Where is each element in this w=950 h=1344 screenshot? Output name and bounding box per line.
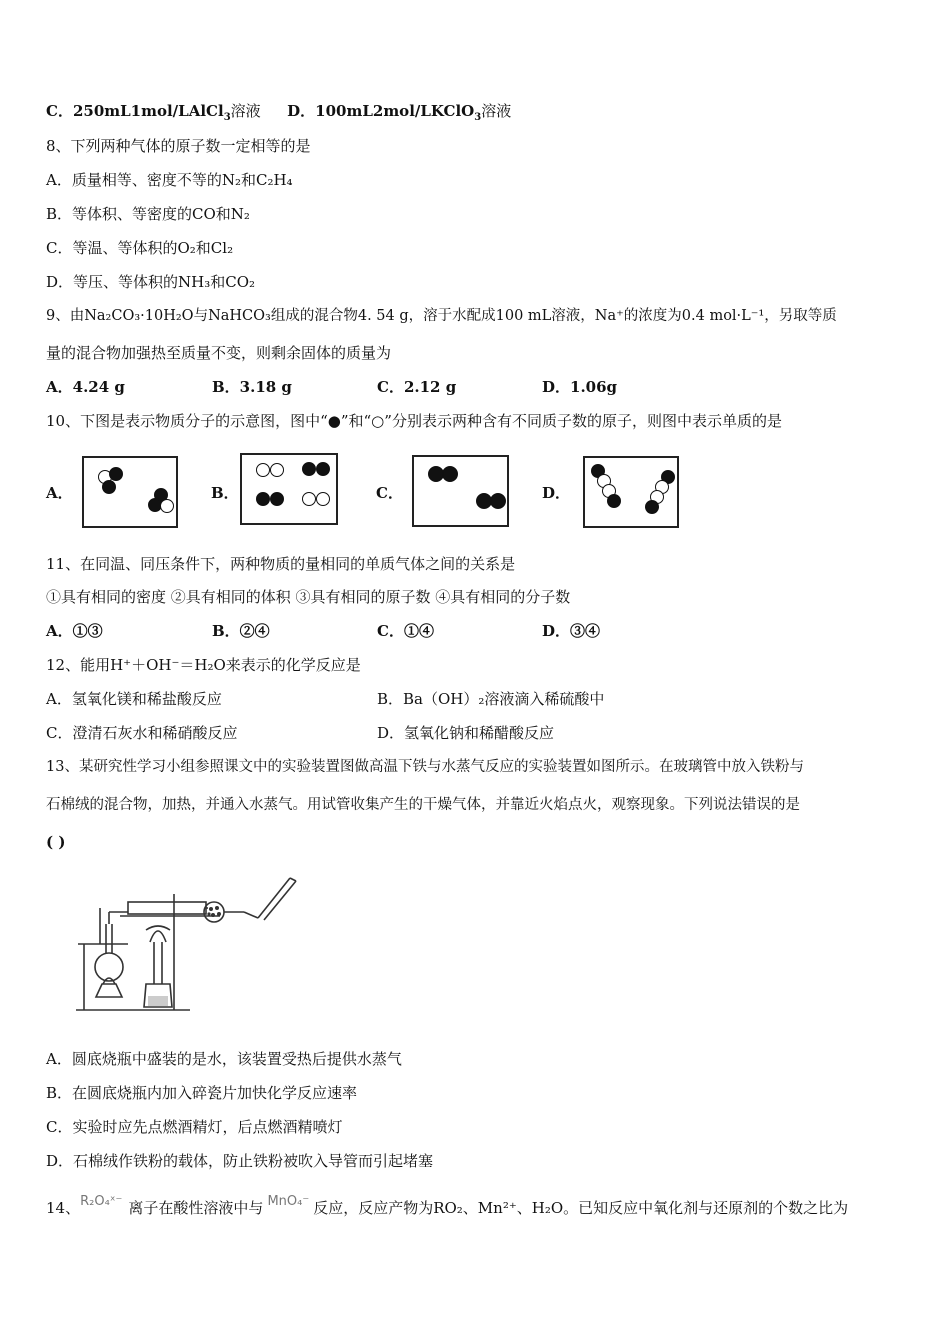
white-atom bbox=[160, 499, 174, 513]
q12-option-b: B．Ba（OH）₂溶液滴入稀硫酸中 bbox=[377, 690, 605, 708]
q9-stem-2: 量的混合物加强热至质量不变，则剩余固体的质量为 bbox=[46, 344, 392, 362]
white-atom bbox=[316, 492, 330, 506]
q13-answer-paren: ( ) bbox=[46, 833, 66, 851]
q10-stem: 10、下图是表示物质分子的示意图，图中“●”和“○”分别表示两种含有不同质子数的原子，则图中表示单质的是 bbox=[46, 412, 782, 430]
black-atom bbox=[270, 492, 284, 506]
q10-diagram-a bbox=[82, 456, 178, 528]
q10-diagram-c bbox=[412, 455, 509, 527]
q7-option-c: C．250mL1mol/LAlCl$_3$溶液 bbox=[46, 102, 261, 123]
q11-items: ①具有相同的密度 ②具有相同的体积 ③具有相同的原子数 ④具有相同的分子数 bbox=[46, 588, 571, 606]
white-atom bbox=[302, 492, 316, 506]
q12-option-d: D．氢氧化钠和稀醋酸反应 bbox=[377, 724, 555, 742]
q8-option-a: A．质量相等、密度不等的N₂和C₂H₄ bbox=[46, 171, 293, 189]
q13-option-a: A．圆底烧瓶中盛装的是水，该装置受热后提供水蒸气 bbox=[46, 1050, 402, 1068]
q9-option-a: A．4.24 g bbox=[46, 378, 125, 396]
q11-option-c: C．①④ bbox=[377, 622, 434, 640]
q10-option-d-label: D． bbox=[542, 484, 571, 502]
black-atom bbox=[256, 492, 270, 506]
q12-stem: 12、能用H⁺＋OH⁻＝H₂O来表示的化学反应是 bbox=[46, 656, 361, 674]
q7-options bbox=[46, 101, 511, 121]
q8-option-d: D．等压、等体积的NH₃和CO₂ bbox=[46, 273, 256, 291]
q10-diagram-b bbox=[240, 453, 338, 525]
q13-option-b: B．在圆底烧瓶内加入碎瓷片加快化学反应速率 bbox=[46, 1084, 358, 1102]
q14-tail: 反应，反应产物为RO₂、Mn²⁺、H₂O。已知反应中氧化剂与还原剂的个数之比为 bbox=[313, 1199, 849, 1217]
white-atom bbox=[270, 463, 284, 477]
white-atom bbox=[256, 463, 270, 477]
q11-option-b: B．②④ bbox=[212, 622, 270, 640]
q10-option-a-label: A． bbox=[46, 484, 73, 502]
black-atom bbox=[109, 467, 123, 481]
q9-option-b: B．3.18 g bbox=[212, 378, 292, 396]
q11-option-d: D．③④ bbox=[542, 622, 601, 640]
q10-option-c-label: C． bbox=[376, 484, 403, 502]
black-atom bbox=[607, 494, 621, 508]
q9-option-c: C．2.12 g bbox=[377, 378, 457, 396]
q10-option-b-label: B． bbox=[211, 484, 239, 502]
q14-number: 14、 bbox=[46, 1199, 81, 1217]
r2o4-formula: R₂O₄ˣ⁻ bbox=[80, 1194, 123, 1209]
q12-option-c: C．澄清石灰水和稀硝酸反应 bbox=[46, 724, 238, 742]
q11-stem: 11、在同温、同压条件下，两种物质的量相同的单质气体之间的关系是 bbox=[46, 555, 516, 573]
black-atom bbox=[490, 493, 506, 509]
black-atom bbox=[316, 462, 330, 476]
black-atom bbox=[102, 480, 116, 494]
q10-diagram-d bbox=[583, 456, 679, 528]
q14-stem bbox=[46, 1194, 849, 1220]
q14-mid: 离子在酸性溶液中与 bbox=[128, 1199, 264, 1217]
q13-stem-2: 石棉绒的混合物，加热，并通入水蒸气。用试管收集产生的干燥气体，并靠近火焰点火，观察现象。下列说法错误的是 bbox=[46, 797, 800, 813]
q8-stem: 8、下列两种气体的原子数一定相等的是 bbox=[46, 137, 311, 155]
black-atom bbox=[302, 462, 316, 476]
black-atom bbox=[442, 466, 458, 482]
apparatus-figure bbox=[70, 872, 310, 1017]
mno4-formula: MnO₄⁻ bbox=[267, 1194, 310, 1209]
q9-stem-1: 9、由Na₂CO₃·10H₂O与NaHCO₃组成的混合物4. 54 g，溶于水配成100 mL溶液，Na⁺的浓度为0.4 mol·L⁻¹，另取等质 bbox=[46, 308, 837, 324]
q12-option-a: A．氢氧化镁和稀盐酸反应 bbox=[46, 690, 222, 708]
q13-stem-1: 13、某研究性学习小组参照课文中的实验装置图做高温下铁与水蒸气反应的实验装置如图所示。在玻璃管中放入铁粉与 bbox=[46, 759, 804, 775]
q13-option-d: D．石棉绒作铁粉的载体，防止铁粉被吹入导管而引起堵塞 bbox=[46, 1152, 434, 1170]
q8-option-b: B．等体积、等密度的CO和N₂ bbox=[46, 205, 250, 223]
q13-option-c: C．实验时应先点燃酒精灯，后点燃酒精喷灯 bbox=[46, 1118, 343, 1136]
q9-option-d: D．1.06g bbox=[542, 378, 618, 396]
q11-option-a: A．①③ bbox=[46, 622, 103, 640]
q7-option-d: D．100mL2mol/LKClO$_3$溶液 bbox=[287, 102, 512, 123]
q8-option-c: C．等温、等体积的O₂和Cl₂ bbox=[46, 239, 234, 257]
black-atom bbox=[645, 500, 659, 514]
